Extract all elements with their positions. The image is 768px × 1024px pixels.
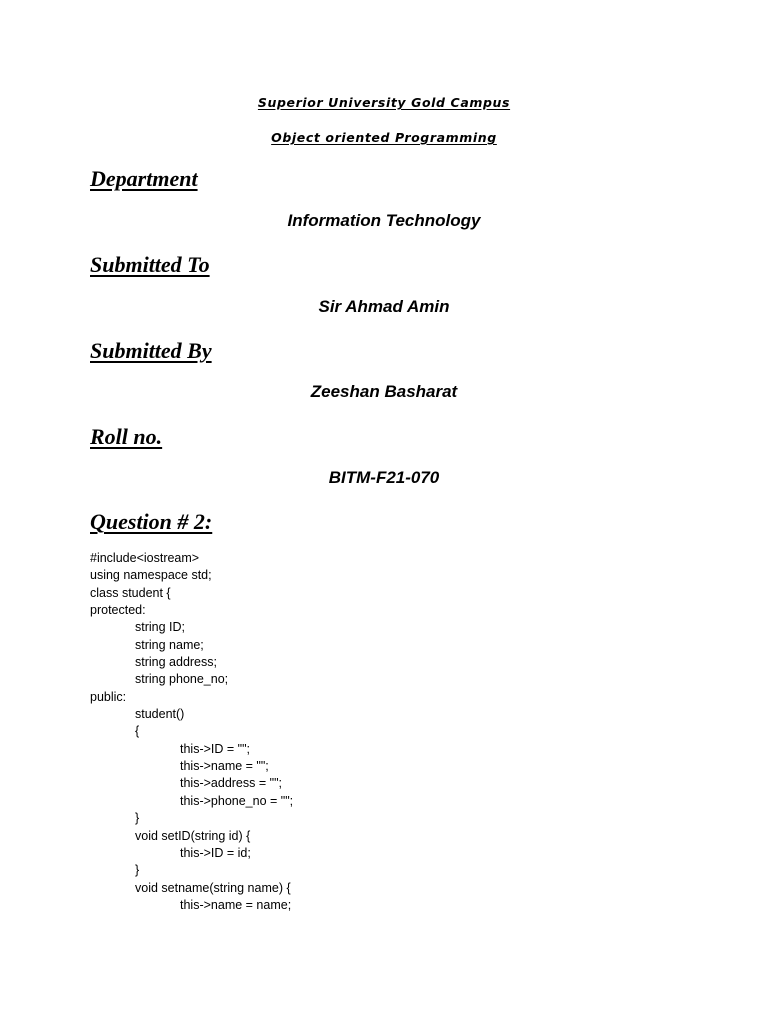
roll-no-heading: Roll no. bbox=[90, 424, 163, 449]
code-line: void setname(string name) { bbox=[135, 880, 291, 895]
code-line: this->ID = ""; bbox=[180, 741, 251, 756]
code-line: this->name = ""; bbox=[180, 759, 269, 774]
code-line: { bbox=[135, 724, 140, 739]
submitted-by-heading: Submitted By bbox=[90, 338, 212, 363]
submitted-to-heading: Submitted To bbox=[90, 252, 210, 277]
code-line: this->ID = id; bbox=[180, 845, 251, 860]
course-title: Object oriented Programming bbox=[271, 130, 497, 145]
code-line: this->phone_no = ""; bbox=[180, 793, 294, 808]
code-line: using namespace std; bbox=[90, 568, 212, 583]
code-line: public: bbox=[90, 689, 127, 704]
code-line: this->name = name; bbox=[180, 897, 292, 912]
department-heading: Department bbox=[90, 166, 198, 191]
code-line: string phone_no; bbox=[135, 672, 229, 687]
code-line: string ID; bbox=[135, 620, 186, 635]
code-line: protected: bbox=[90, 603, 146, 618]
roll-no-value: BITM-F21-070 bbox=[328, 468, 440, 487]
code-block bbox=[90, 550, 293, 914]
code-line: void setID(string id) { bbox=[135, 828, 251, 843]
submitted-to-value: Sir Ahmad Amin bbox=[318, 297, 450, 316]
code-line: string address; bbox=[135, 655, 217, 670]
question-heading: Question # 2: bbox=[90, 509, 213, 534]
code-line: class student { bbox=[90, 585, 171, 600]
code-line: string name; bbox=[135, 637, 204, 652]
code-line: #include<iostream> bbox=[90, 551, 200, 565]
code-line: } bbox=[135, 863, 140, 878]
code-line: student() bbox=[135, 707, 185, 722]
submitted-by-value: Zeeshan Basharat bbox=[310, 382, 458, 401]
code-line: } bbox=[135, 811, 140, 826]
code-line: this->address = ""; bbox=[180, 776, 282, 791]
university-title: Superior University Gold Campus bbox=[257, 95, 511, 110]
department-value: Information Technology bbox=[287, 211, 481, 230]
